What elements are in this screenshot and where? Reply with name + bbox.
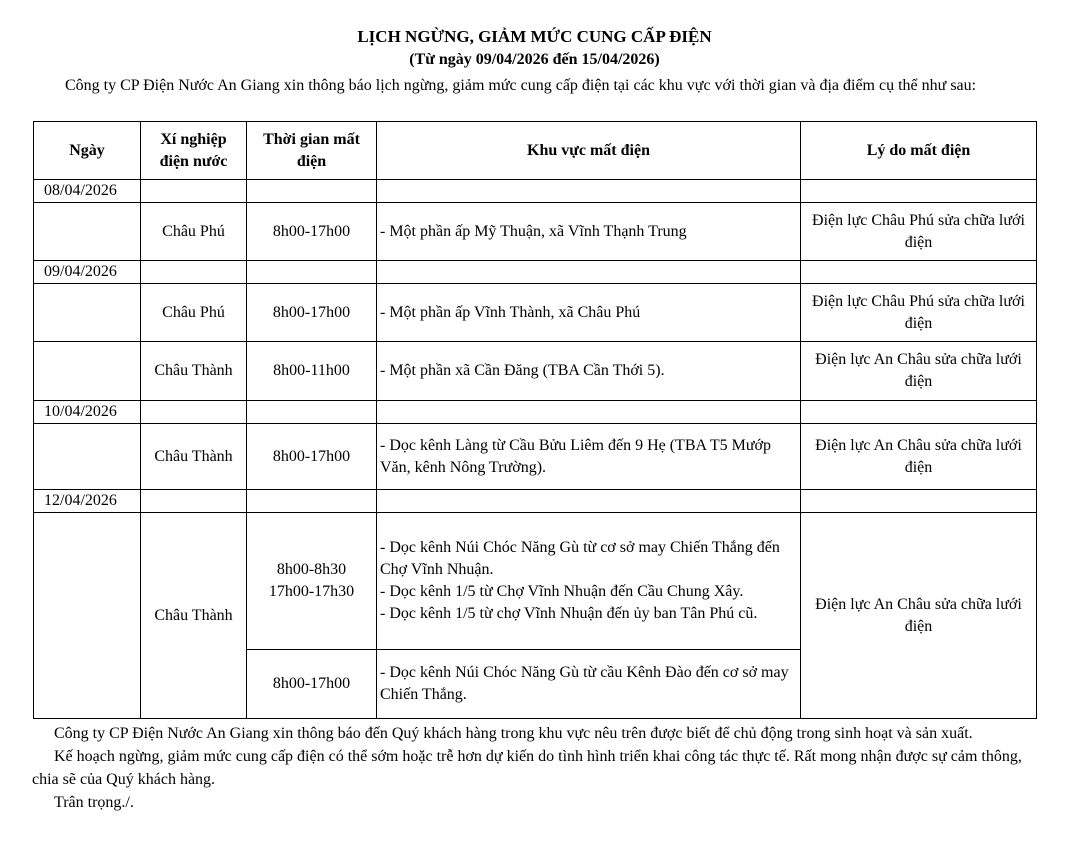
header-date: Ngày bbox=[34, 122, 141, 180]
disclaimer-paragraph: Kế hoạch ngừng, giảm mức cung cấp điện có thể sớm hoặc trễ hơn dự kiến do tình hình triển khai công tác thực tế. Rất mong nhận được sự cảm thông, chia sẽ của Quý khách hàng. bbox=[32, 748, 1022, 788]
time-cell: 8h00-17h00 bbox=[247, 424, 377, 490]
reason-cell: Điện lực Châu Phú sửa chữa lưới điện bbox=[801, 203, 1037, 261]
outage-schedule-table bbox=[33, 121, 1037, 719]
unit-cell: Châu Thành bbox=[141, 342, 247, 401]
table-header-row bbox=[34, 122, 1037, 180]
unit-cell: Châu Thành bbox=[141, 513, 247, 719]
date-row bbox=[34, 261, 1037, 284]
time-cell: 8h00-17h00 bbox=[247, 203, 377, 261]
time-line: 17h00-17h30 bbox=[268, 583, 355, 600]
closing-notes bbox=[32, 722, 1037, 814]
table-row bbox=[34, 513, 1037, 650]
area-cell: - Dọc kênh Làng từ Cầu Bửu Liêm đến 9 Hẹ (TBA T5 Mướp Văn, kênh Nông Trường). bbox=[377, 424, 801, 490]
date-row bbox=[34, 180, 1037, 203]
time-cell: 8h00-17h00 bbox=[247, 284, 377, 342]
header-reason: Lý do mất điện bbox=[801, 122, 1037, 180]
date-cell: 12/04/2026 bbox=[34, 490, 141, 513]
unit-cell: Châu Phú bbox=[141, 284, 247, 342]
time-line: 8h00-8h30 bbox=[276, 561, 347, 578]
area-cell: - Dọc kênh Núi Chóc Năng Gù từ cầu Kênh Đào đến cơ sở may Chiến Thắng. bbox=[377, 650, 801, 719]
table-row bbox=[34, 424, 1037, 490]
header-unit: Xí nghiệp điện nước bbox=[141, 122, 247, 180]
reason-cell: Điện lực Châu Phú sửa chữa lưới điện bbox=[801, 284, 1037, 342]
area-line: - Dọc kênh Núi Chóc Năng Gù từ cơ sở may Chiến Thắng đến Chợ Vĩnh Nhuận. bbox=[380, 539, 780, 578]
reason-cell: Điện lực An Châu sửa chữa lưới điện bbox=[801, 424, 1037, 490]
reason-cell: Điện lực An Châu sửa chữa lưới điện bbox=[801, 513, 1037, 719]
date-row bbox=[34, 490, 1037, 513]
table-row bbox=[34, 203, 1037, 261]
reason-cell: Điện lực An Châu sửa chữa lưới điện bbox=[801, 342, 1037, 401]
date-cell: 09/04/2026 bbox=[34, 261, 141, 284]
header-area: Khu vực mất điện bbox=[377, 122, 801, 180]
table-row bbox=[34, 284, 1037, 342]
area-line: - Dọc kênh 1/5 từ chợ Vĩnh Nhuận đến ủy ban Tân Phú cũ. bbox=[380, 605, 758, 622]
area-cell: - Một phần ấp Mỹ Thuận, xã Vĩnh Thạnh Trung bbox=[377, 203, 801, 261]
table-row bbox=[34, 342, 1037, 401]
header-time: Thời gian mất điện bbox=[247, 122, 377, 180]
intro-paragraph: Công ty CP Điện Nước An Giang xin thông báo lịch ngừng, giảm mức cung cấp điện tại các khu vực với thời gian và địa điểm cụ thể như sau: bbox=[65, 77, 977, 94]
document-subtitle: (Từ ngày 09/04/2026 đến 15/04/2026) bbox=[409, 51, 660, 68]
area-cell bbox=[377, 513, 801, 650]
date-cell: 08/04/2026 bbox=[34, 180, 141, 203]
notice-paragraph: Công ty CP Điện Nước An Giang xin thông báo đến Quý khách hàng trong khu vực nêu trên được biết để chủ động trong sinh hoạt và sản xuất. bbox=[54, 725, 973, 742]
document-title: LỊCH NGỪNG, GIẢM MỨC CUNG CẤP ĐIỆN bbox=[357, 27, 712, 46]
area-cell: - Một phần ấp Vĩnh Thành, xã Châu Phú bbox=[377, 284, 801, 342]
time-cell bbox=[247, 513, 377, 650]
area-cell: - Một phần xã Cần Đăng (TBA Cần Thới 5). bbox=[377, 342, 801, 401]
unit-cell: Châu Thành bbox=[141, 424, 247, 490]
date-cell: 10/04/2026 bbox=[34, 401, 141, 424]
closing-line: Trân trọng./. bbox=[54, 794, 134, 811]
date-row bbox=[34, 401, 1037, 424]
time-cell: 8h00-11h00 bbox=[247, 342, 377, 401]
area-line: - Dọc kênh 1/5 từ Chợ Vĩnh Nhuận đến Cầu Chung Xây. bbox=[380, 583, 744, 600]
unit-cell: Châu Phú bbox=[141, 203, 247, 261]
time-cell: 8h00-17h00 bbox=[247, 650, 377, 719]
